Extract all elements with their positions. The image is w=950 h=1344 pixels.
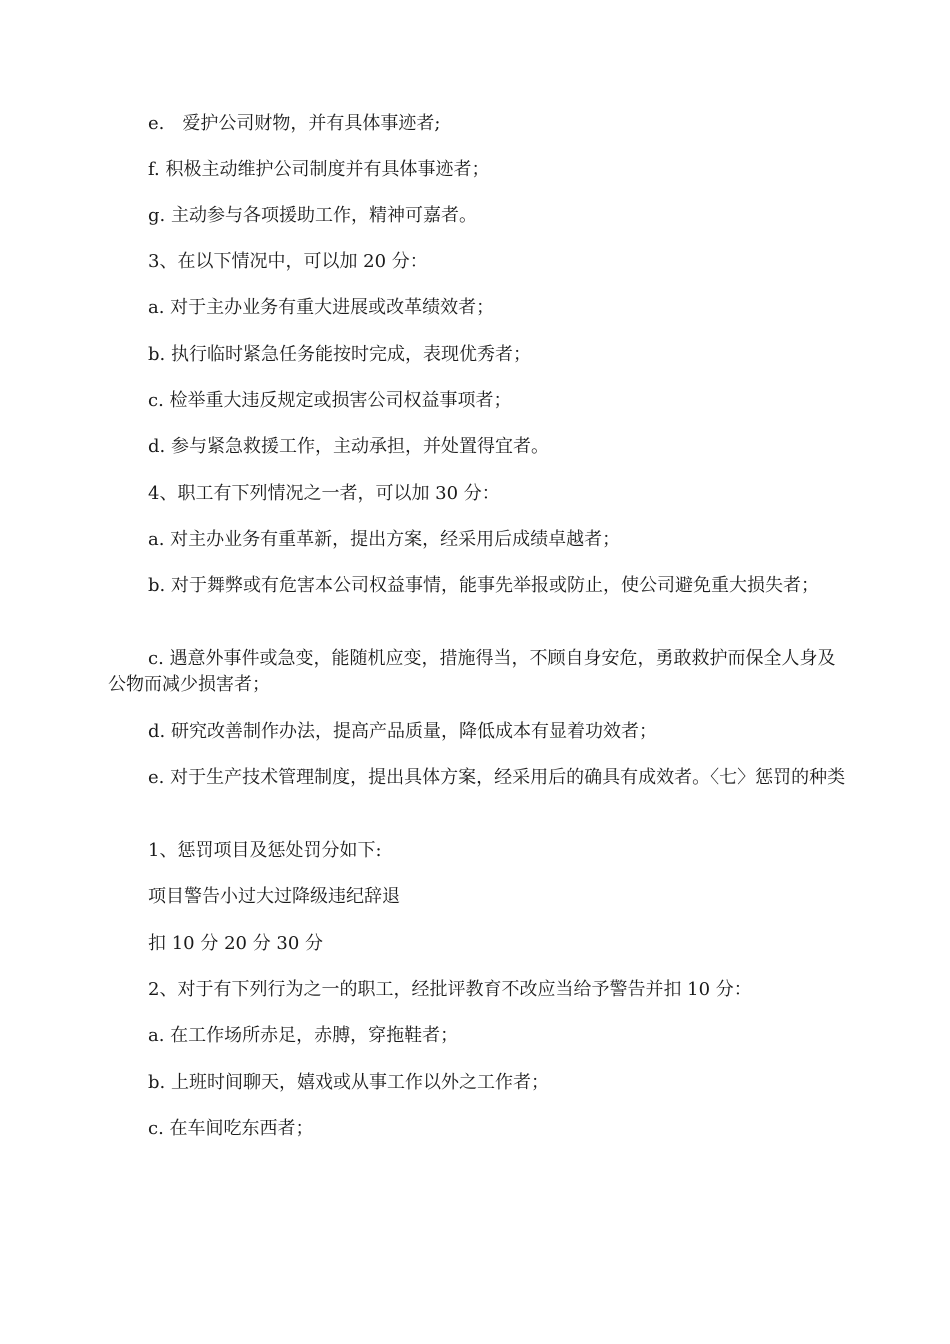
paragraph: 4、职工有下列情况之一者，可以加 30 分： [148,483,500,504]
paragraph: e. 爱护公司财物，并有具体事迹者; [148,113,441,134]
paragraph: d. 参与紧急救援工作，主动承担，并处置得宜者。 [148,436,549,457]
paragraph: 2、对于有下列行为之一的职工，经批评教育不改应当给予警告并扣 10 分： [148,979,752,1000]
paragraph: 扣 10 分 20 分 30 分 [148,933,324,954]
paragraph: c. 在车间吃东西者； [148,1118,314,1139]
paragraph: b. 上班时间聊天，嬉戏或从事工作以外之工作者； [148,1072,549,1093]
paragraph: b. 执行临时紧急任务能按时完成，表现优秀者； [148,344,531,365]
paragraph: 3、在以下情况中，可以加 20 分： [148,251,428,272]
paragraph: a. 对于主办业务有重大进展或改革绩效者； [148,297,495,318]
paragraph: 1、惩罚项目及惩处罚分如下: [148,840,382,861]
paragraph: f. 积极主动维护公司制度并有具体事迹者； [148,159,490,180]
paragraph: a. 对主办业务有重革新，提出方案，经采用后成绩卓越者； [148,529,621,550]
paragraph: c. 检举重大违反规定或损害公司权益事项者； [148,390,512,411]
paragraph: b. 对于舞弊或有危害本公司权益事情，能事先举报或防止，使公司避免重大损失者； [148,575,819,596]
paragraph: e. 对于生产技术管理制度，提出具体方案，经采用后的确具有成效者。〈七〉惩罚的种类 [148,767,846,788]
paragraph: a. 在工作场所赤足，赤膊，穿拖鞋者； [148,1025,459,1046]
paragraph: d. 研究改善制作办法，提高产品质量，降低成本有显着功效者； [148,721,657,742]
paragraph: g. 主动参与各项援助工作，精神可嘉者。 [148,205,477,226]
paragraph: 项目警告小过大过降级违纪辞退 [148,886,400,907]
paragraph: c. 遇意外事件或急变，能随机应变，措施得当，不顾自身安危，勇敢救护而保全人身及公物而减少损害者； [108,648,836,695]
